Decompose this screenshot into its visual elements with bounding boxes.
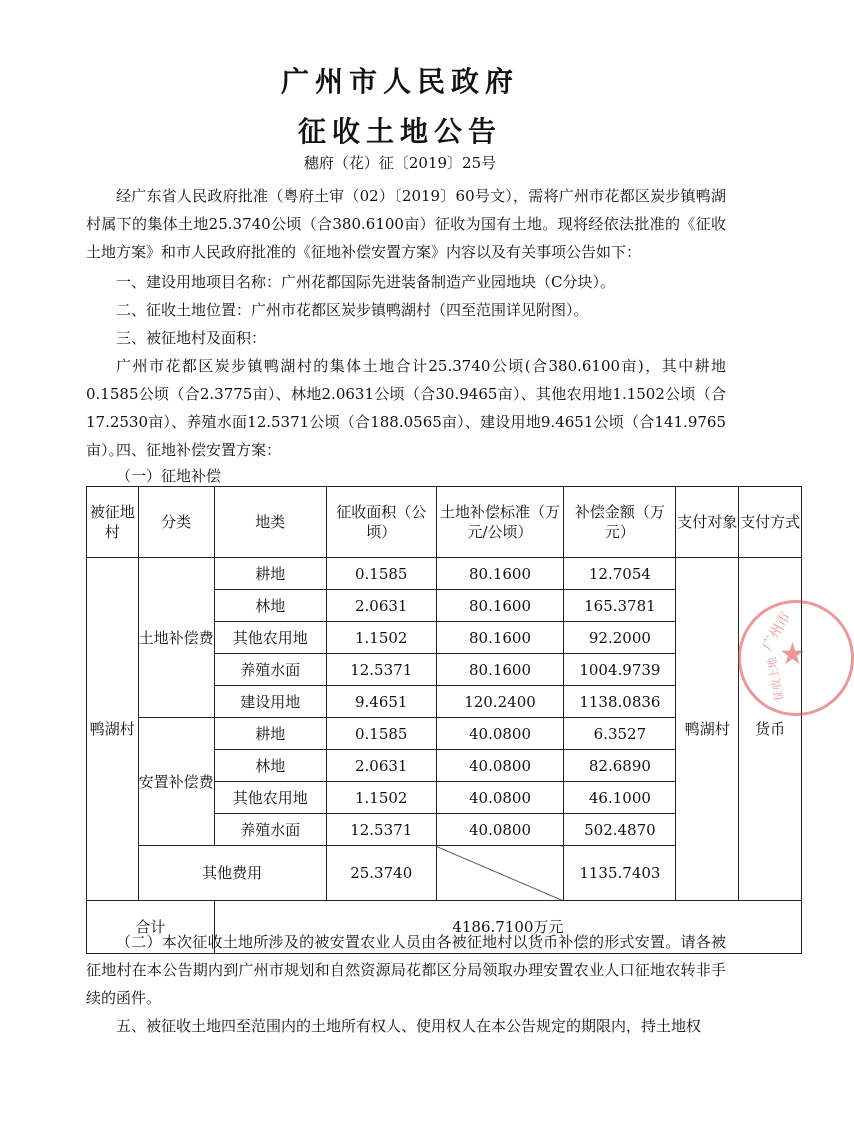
document-number: 穗府（花）征〔2019〕25号 — [303, 154, 497, 172]
area-cell: 9.4651 — [326, 686, 436, 718]
document-title: 广州市人民政府 — [280, 65, 519, 98]
other-fees-label: 其他费用 — [138, 846, 326, 901]
header-amount: 补偿金额（万元） — [564, 487, 676, 558]
header-village: 被征地村 — [87, 487, 139, 558]
item-village-area-heading: 三、被征地村及面积： — [116, 329, 267, 347]
village-cell: 鸭湖村 — [87, 558, 139, 901]
standard-cell: 40.0800 — [436, 750, 564, 782]
item-village-area-detail: 广州市花都区炭步镇鸭湖村的集体土地合计25.3740公顷(合380.6100亩)，其中耕地0.1585公顷（合2.3775亩）、林地2.0631公顷（合30.9465亩）、其他农用地1.1502公顷（合17.2530亩）、养殖水面12.5371公顷（合188.0565亩）、建设用地9.4651公顷（合141.9765亩）。 — [86, 357, 726, 459]
diagonal-empty-cell — [436, 846, 564, 901]
payee-cell: 鸭湖村 — [676, 558, 739, 901]
method-cell: 货币 — [739, 558, 802, 901]
item-compensation-heading: 四、征地补偿安置方案： — [116, 441, 282, 459]
standard-cell: 120.2400 — [436, 686, 564, 718]
document-subtitle: 征收土地公告 — [297, 115, 502, 148]
land-type-cell: 其他农用地 — [214, 622, 326, 654]
seal-ring-text: 征收土地 — [765, 656, 786, 702]
amount-cell: 165.3781 — [564, 590, 676, 622]
standard-cell: 40.0800 — [436, 782, 564, 814]
other-fees-area: 25.3740 — [326, 846, 436, 901]
header-payee: 支付对象 — [676, 487, 739, 558]
total-label: 合计 — [87, 901, 215, 954]
header-area: 征收面积（公顷） — [326, 487, 436, 558]
area-cell: 2.0631 — [326, 750, 436, 782]
item-compensation-subheading: （一）征地补偿 — [116, 467, 222, 485]
table-header-row — [87, 487, 802, 558]
header-standard: 土地补偿标准（万元/公顷） — [436, 487, 564, 558]
amount-cell: 1004.9739 — [564, 654, 676, 686]
header-category: 分类 — [138, 487, 214, 558]
area-cell: 1.1502 — [326, 622, 436, 654]
area-cell: 12.5371 — [326, 654, 436, 686]
item-location: 二、征收土地位置：广州市花都区炭步镇鸭湖村（四至范围详见附图）。 — [116, 301, 589, 319]
land-type-cell: 林地 — [214, 750, 326, 782]
area-cell: 12.5371 — [326, 814, 436, 846]
header-land-type: 地类 — [214, 487, 326, 558]
standard-cell: 80.1600 — [436, 590, 564, 622]
seal-star-icon: ★ — [779, 637, 806, 672]
amount-cell: 82.6890 — [564, 750, 676, 782]
intro-paragraph: 经广东省人民政府批准（粤府土审（02）〔2019〕60号文），需将广州市花都区炭步镇鸭湖村属下的集体土地25.3740公顷（合380.6100亩）征收为国有土地。现将经依法批准的《征收土地方案》和市人民政府批准的《征地补偿安置方案》内容以及有关事项公告如下： — [86, 187, 726, 261]
amount-cell: 46.1000 — [564, 782, 676, 814]
official-seal — [738, 600, 854, 716]
amount-cell: 6.3527 — [564, 718, 676, 750]
land-type-cell: 耕地 — [214, 718, 326, 750]
category-resettlement-compensation: 安置补偿费 — [138, 718, 214, 846]
area-cell: 1.1502 — [326, 782, 436, 814]
land-type-cell: 养殖水面 — [214, 814, 326, 846]
header-method: 支付方式 — [739, 487, 802, 558]
area-cell: 0.1585 — [326, 558, 436, 590]
amount-cell: 502.4870 — [564, 814, 676, 846]
area-cell: 0.1585 — [326, 718, 436, 750]
standard-cell: 80.1600 — [436, 654, 564, 686]
standard-cell: 80.1600 — [436, 558, 564, 590]
standard-cell: 40.0800 — [436, 718, 564, 750]
standard-cell: 80.1600 — [436, 622, 564, 654]
compensation-table — [86, 486, 802, 954]
land-type-cell: 建设用地 — [214, 686, 326, 718]
item-project-name: 一、建设用地项目名称：广州花都国际先进装备制造产业园地块（C分块）。 — [116, 273, 615, 291]
land-type-cell: 林地 — [214, 590, 326, 622]
total-value: 4186.7100万元 — [214, 901, 801, 954]
land-type-cell: 耕地 — [214, 558, 326, 590]
land-type-cell: 养殖水面 — [214, 654, 326, 686]
amount-cell: 92.2000 — [564, 622, 676, 654]
other-fees-amount: 1135.7403 — [564, 846, 676, 901]
amount-cell: 1138.0836 — [564, 686, 676, 718]
category-land-compensation: 土地补偿费 — [138, 558, 214, 718]
resettlement-paragraph: （二）本次征收土地所涉及的被安置农业人员由各被征地村以货币补偿的形式安置。请各被征地村在本公告期内到广州市规划和自然资源局花都区分局领取办理安置农业人口征地农转非手续的函件。 — [86, 933, 726, 1007]
seal-ring-text: 广州市 — [759, 609, 795, 654]
area-cell: 2.0631 — [326, 590, 436, 622]
table-row — [87, 558, 802, 590]
standard-cell: 40.0800 — [436, 814, 564, 846]
land-type-cell: 其他农用地 — [214, 782, 326, 814]
amount-cell: 12.7054 — [564, 558, 676, 590]
item-rights-holders: 五、被征收土地四至范围内的土地所有权人、使用权人在本公告规定的期限内，持土地权 — [116, 1017, 702, 1035]
